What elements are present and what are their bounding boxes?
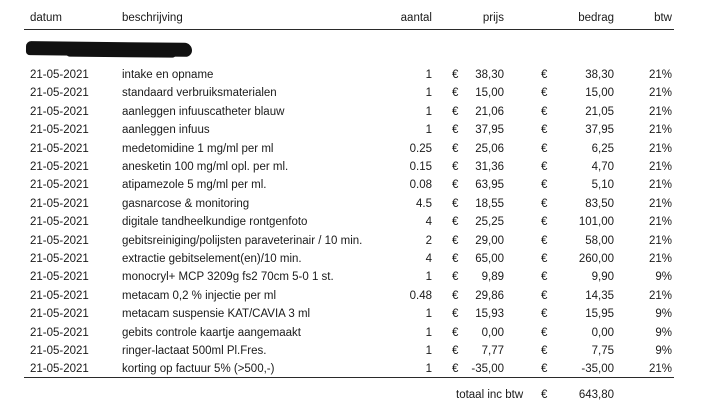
row-amount: 7,75	[591, 345, 614, 357]
row-price: 7,77	[481, 345, 504, 357]
row-amount-currency: €	[541, 197, 548, 210]
row-date: 21-05-2021	[30, 345, 89, 357]
row-quantity: 0.15	[409, 161, 432, 173]
row-price: 31,36	[475, 161, 504, 173]
row-description: digitale tandheelkundige rontgenfoto	[122, 216, 308, 229]
row-price-currency: €	[452, 308, 459, 321]
table-row	[0, 176, 708, 194]
row-price-currency: €	[452, 234, 459, 247]
row-amount-currency: €	[541, 253, 548, 265]
row-quantity: 1	[425, 308, 432, 321]
row-amount-currency: €	[541, 326, 548, 339]
row-price: 37,95	[475, 124, 504, 137]
row-price: 63,95	[475, 179, 504, 192]
row-vat: 21%	[648, 253, 672, 265]
row-date: 21-05-2021	[30, 308, 89, 321]
row-quantity: 0.25	[409, 142, 432, 155]
row-amount: 0,00	[591, 326, 614, 339]
row-amount: 58,00	[585, 234, 614, 247]
row-amount-currency: €	[541, 234, 548, 247]
row-amount: 14,35	[585, 289, 614, 302]
row-price-currency: €	[452, 179, 459, 192]
header-btw: btw	[654, 12, 672, 24]
row-date: 21-05-2021	[30, 271, 89, 284]
row-vat: 21%	[648, 124, 672, 137]
table-row	[0, 250, 708, 268]
row-price-currency: €	[452, 253, 459, 265]
row-amount-currency: €	[541, 87, 548, 100]
row-amount-currency: €	[541, 124, 548, 137]
row-price-currency: €	[452, 326, 459, 339]
row-price-currency: €	[452, 345, 459, 357]
row-amount: 83,50	[585, 197, 614, 210]
row-price-currency: €	[452, 124, 459, 137]
row-description: gebits controle kaartje aangemaakt	[122, 326, 301, 339]
header-aantal: aantal	[400, 12, 432, 24]
row-quantity: 2	[425, 234, 432, 247]
row-quantity: 1	[425, 105, 432, 118]
row-price: 65,00	[475, 253, 504, 265]
row-price-currency: €	[452, 105, 459, 118]
row-description: monocryl+ MCP 3209g fs2 70cm 5-0 1 st.	[122, 271, 334, 284]
total-rule	[24, 377, 674, 378]
row-price-currency: €	[452, 197, 459, 210]
table-row	[0, 158, 708, 176]
row-date: 21-05-2021	[30, 363, 89, 376]
row-vat: 21%	[648, 179, 672, 192]
row-quantity: 1	[425, 87, 432, 100]
row-description: extractie gebitselement(en)/10 min.	[122, 253, 302, 265]
row-quantity: 4	[425, 253, 432, 265]
table-row	[0, 232, 708, 250]
row-description: gasnarcose & monitoring	[122, 197, 250, 210]
table-row	[0, 360, 708, 378]
row-date: 21-05-2021	[30, 216, 89, 229]
row-price: -35,00	[471, 363, 504, 376]
row-price: 0,00	[481, 326, 504, 339]
redaction-scribble	[26, 41, 192, 57]
row-amount-currency: €	[541, 271, 548, 284]
row-amount-currency: €	[541, 161, 548, 173]
row-quantity: 1	[425, 326, 432, 339]
row-date: 21-05-2021	[30, 234, 89, 247]
row-amount: 260,00	[578, 253, 614, 265]
row-quantity: 4	[425, 216, 432, 229]
row-quantity: 1	[425, 345, 432, 357]
row-vat: 21%	[648, 234, 672, 247]
row-vat: 21%	[648, 87, 672, 100]
row-amount-currency: €	[541, 179, 548, 192]
table-row	[0, 287, 708, 305]
row-date: 21-05-2021	[30, 326, 89, 339]
table-row	[0, 342, 708, 360]
row-description: ringer-lactaat 500ml Pl.Fres.	[122, 345, 267, 357]
row-description: metacam 0,2 % injectie per ml	[122, 289, 277, 302]
row-vat: 21%	[648, 161, 672, 173]
row-amount: 4,70	[591, 161, 614, 173]
row-description: standaard verbruiksmaterialen	[122, 87, 277, 100]
row-amount-currency: €	[541, 105, 548, 118]
total-label: totaal inc btw	[456, 389, 524, 401]
row-price: 29,86	[475, 289, 504, 302]
row-vat: 21%	[648, 216, 672, 229]
table-row	[0, 66, 708, 84]
header-beschrijving: beschrijving	[122, 12, 183, 24]
row-amount: 6,25	[591, 142, 614, 155]
table-row	[0, 140, 708, 158]
row-amount: 5,10	[591, 179, 614, 192]
table-row	[0, 103, 708, 121]
row-quantity: 1	[425, 69, 432, 81]
row-price: 29,00	[475, 234, 504, 247]
row-price-currency: €	[452, 289, 459, 302]
table-row	[0, 213, 708, 231]
row-price: 9,89	[481, 271, 504, 284]
row-amount: 9,90	[591, 271, 614, 284]
row-description: metacam suspensie KAT/CAVIA 3 ml	[122, 308, 311, 321]
row-vat: 21%	[648, 105, 672, 118]
row-quantity: 1	[425, 271, 432, 284]
row-quantity: 0.48	[409, 289, 432, 302]
row-description: medetomidine 1 mg/ml per ml	[122, 142, 274, 155]
row-amount: 21,05	[585, 105, 614, 118]
row-price-currency: €	[452, 216, 459, 229]
row-date: 21-05-2021	[30, 197, 89, 210]
row-description: gebitsreiniging/polijsten paraveterinair / 10 min.	[122, 234, 363, 247]
row-description: korting op factuur 5% (>500,-)	[122, 363, 275, 376]
row-amount: 15,00	[585, 87, 614, 100]
row-amount: 38,30	[585, 69, 614, 81]
row-vat: 9%	[655, 271, 672, 284]
header-bedrag: bedrag	[578, 12, 614, 24]
row-price-currency: €	[452, 87, 459, 100]
row-amount: 15,95	[585, 308, 614, 321]
row-date: 21-05-2021	[30, 253, 89, 265]
row-quantity: 1	[425, 363, 432, 376]
row-amount-currency: €	[541, 142, 548, 155]
row-amount-currency: €	[541, 363, 548, 376]
row-amount: -35,00	[581, 363, 614, 376]
row-price-currency: €	[452, 142, 459, 155]
total-currency: €	[541, 389, 548, 401]
row-description: aanleggen infuus	[122, 124, 210, 137]
table-row	[0, 305, 708, 323]
row-date: 21-05-2021	[30, 87, 89, 100]
row-vat: 21%	[648, 363, 672, 376]
table-row	[0, 195, 708, 213]
row-price: 38,30	[475, 69, 504, 81]
row-amount-currency: €	[541, 216, 548, 229]
row-vat: 21%	[648, 142, 672, 155]
row-price: 18,55	[475, 197, 504, 210]
row-price-currency: €	[452, 161, 459, 173]
table-row	[0, 84, 708, 102]
row-amount-currency: €	[541, 345, 548, 357]
row-amount: 101,00	[578, 216, 614, 229]
row-date: 21-05-2021	[30, 161, 89, 173]
row-quantity: 0.08	[409, 179, 432, 192]
row-date: 21-05-2021	[30, 179, 89, 192]
row-price: 25,25	[475, 216, 504, 229]
row-price: 15,93	[475, 308, 504, 321]
row-quantity: 1	[425, 124, 432, 137]
row-price: 21,06	[475, 105, 504, 118]
row-date: 21-05-2021	[30, 105, 89, 118]
row-vat: 9%	[655, 308, 672, 321]
row-vat: 9%	[655, 345, 672, 357]
header-prijs: prijs	[482, 12, 504, 24]
row-quantity: 4.5	[416, 197, 432, 210]
row-price-currency: €	[452, 271, 459, 284]
row-description: aanleggen infuuscatheter blauw	[122, 105, 285, 118]
row-price: 25,06	[475, 142, 504, 155]
row-description: intake en opname	[122, 69, 214, 81]
row-amount: 37,95	[585, 124, 614, 137]
row-price: 15,00	[475, 87, 504, 100]
table-row	[0, 324, 708, 342]
row-description: atipamezole 5 mg/ml per ml.	[122, 179, 267, 192]
row-amount-currency: €	[541, 289, 548, 302]
row-vat: 21%	[648, 289, 672, 302]
table-row	[0, 121, 708, 139]
row-amount-currency: €	[541, 308, 548, 321]
row-date: 21-05-2021	[30, 124, 89, 137]
table-row	[0, 268, 708, 286]
row-vat: 21%	[648, 197, 672, 210]
row-vat: 9%	[655, 326, 672, 339]
row-description: anesketin 100 mg/ml opl. per ml.	[122, 161, 289, 173]
row-amount-currency: €	[541, 69, 548, 81]
header-datum: datum	[30, 12, 62, 24]
row-date: 21-05-2021	[30, 69, 89, 81]
header-rule	[24, 29, 674, 30]
row-price-currency: €	[452, 69, 459, 81]
row-vat: 21%	[648, 69, 672, 81]
row-date: 21-05-2021	[30, 142, 89, 155]
row-date: 21-05-2021	[30, 289, 89, 302]
total-amount: 643,80	[578, 389, 614, 401]
row-price-currency: €	[452, 363, 459, 376]
